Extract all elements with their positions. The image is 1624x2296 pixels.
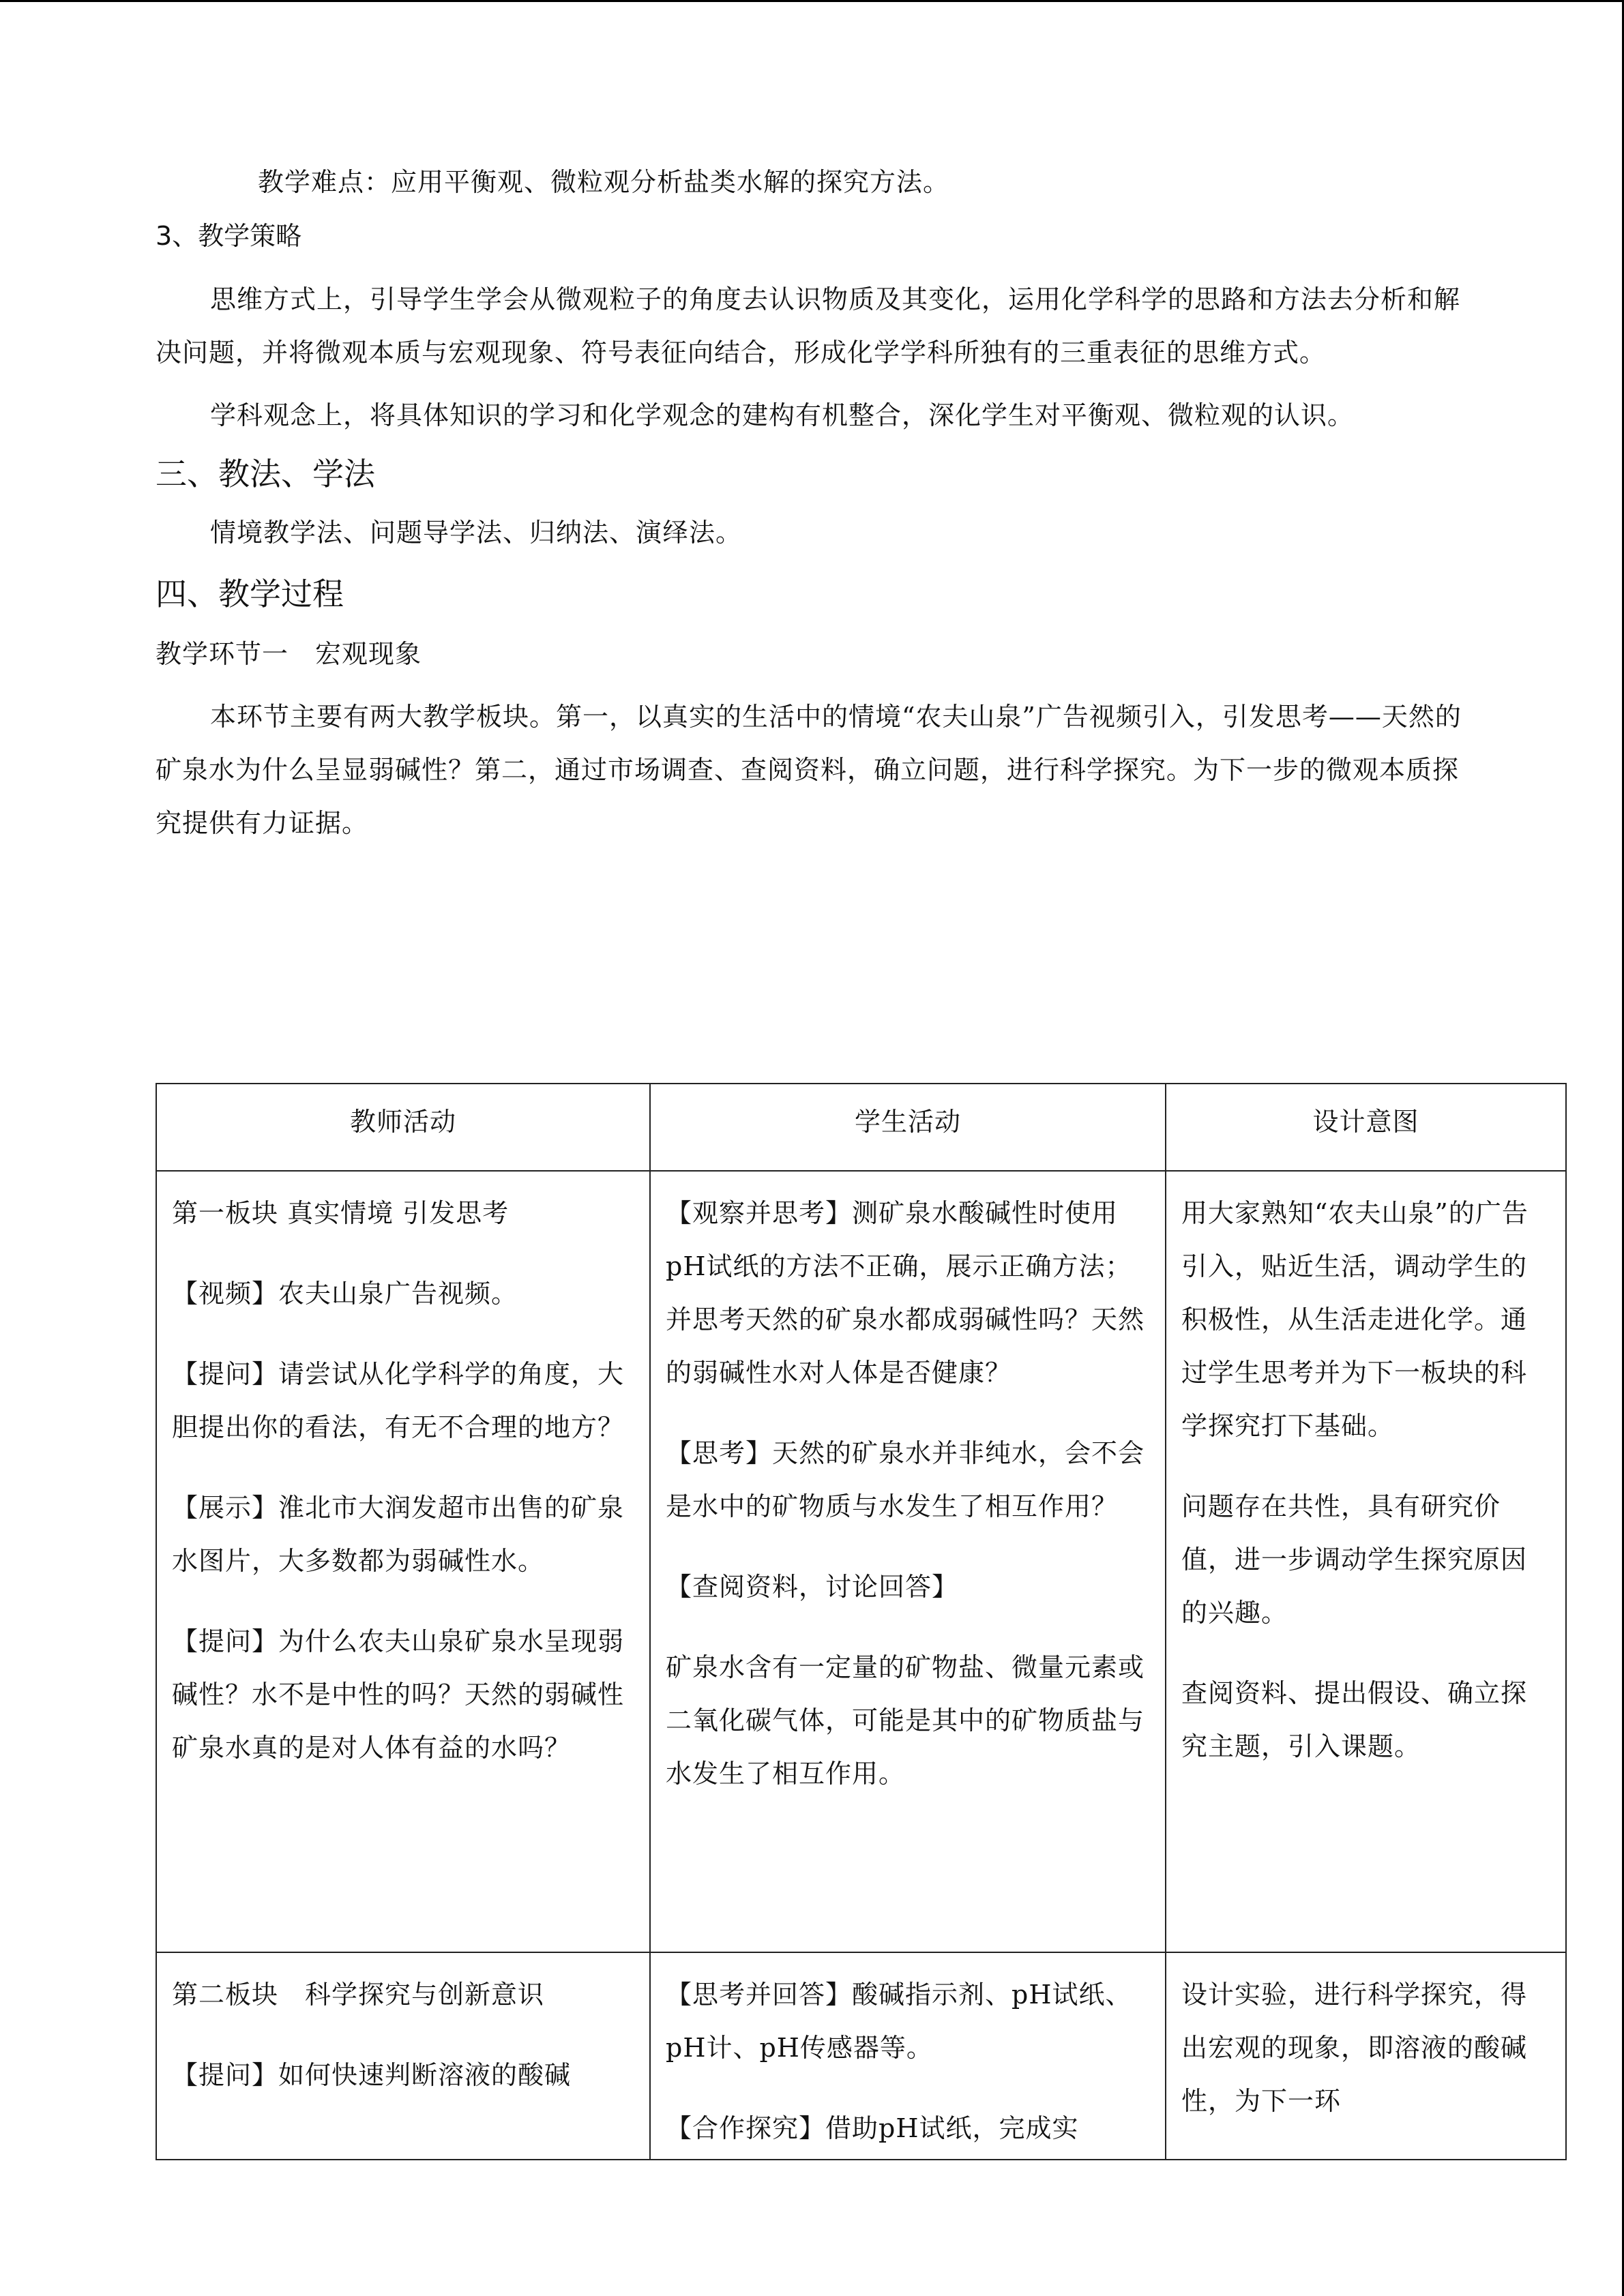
student-activity-cell — [650, 1952, 1166, 2160]
teacher-activity-cell — [156, 1171, 650, 1952]
intent-item: 查阅资料、提出假设、确立探究主题，引入课题。 — [1181, 1678, 1528, 1761]
teacher-item: 【提问】如何快速判断溶液的酸碱 — [172, 2060, 572, 2090]
header-design-intent: 设计意图 — [1166, 1084, 1566, 1171]
teacher-item: 【提问】为什么农夫山泉矿泉水呈现弱碱性？水不是中性的吗？天然的弱碱性矿泉水真的是对人体有益的水吗？ — [172, 1626, 625, 1763]
header-teacher-activity: 教师活动 — [156, 1084, 650, 1171]
section-heading-methods: 三、教法、学法 — [156, 456, 375, 492]
table-row — [156, 1952, 1566, 2160]
header-student-activity: 学生活动 — [650, 1084, 1166, 1171]
intent-item: 问题存在共性，具有研究价值，进一步调动学生探究原因的兴趣。 — [1181, 1491, 1528, 1628]
student-item: 【思考并回答】酸碱指示剂、pH试纸、pH计、pH传感器等。 — [666, 1980, 1132, 2063]
student-item: 矿泉水含有一定量的矿物盐、微量元素或二氧化碳气体，可能是其中的矿物质盐与水发生了相互作用。 — [666, 1652, 1145, 1789]
strategy-heading: 3、教学策略 — [156, 221, 302, 251]
strategy-paragraph-2: 学科观念上，将具体知识的学习和化学观念的建构有机整合，深化学生对平衡观、微粒观的认识。 — [210, 400, 1355, 430]
student-item: 【合作探究】借助pH试纸，完成实 — [666, 2113, 1079, 2143]
teacher-item: 【展示】淮北市大润发超市出售的矿泉水图片，大多数都为弱碱性水。 — [172, 1493, 625, 1576]
intent-item: 用大家熟知“农夫山泉”的广告引入，贴近生活，调动学生的积极性，从生活走进化学。通过学生思考并为下一板块的科学探究打下基础。 — [1181, 1198, 1529, 1441]
student-item: 【观察并思考】测矿泉水酸碱性时使用pH试纸的方法不正确，展示正确方法；并思考天然的矿泉水都成弱碱性吗？天然的弱碱性水对人体是否健康？ — [666, 1198, 1145, 1388]
student-item: 【查阅资料，讨论回答】 — [666, 1572, 959, 1602]
strategy-paragraph-1: 思维方式上，引导学生学会从微观粒子的角度去认识物质及其变化，运用化学科学的思路和方法去分析和解决问题，并将微观本质与宏观现象、符号表征向结合，形成化学学科所独有的三重表征的思维方式。 — [156, 284, 1461, 368]
methods-paragraph: 情境教学法、问题导学法、归纳法、演绎法。 — [210, 518, 743, 548]
intent-item: 设计实验，进行科学探究，得出宏观的现象，即溶液的酸碱性，为下一环 — [1181, 1980, 1528, 2116]
teaching-process-table — [156, 1083, 1567, 2160]
teacher-item: 【视频】农夫山泉广告视频。 — [172, 1279, 518, 1309]
teacher-item: 【提问】请尝试从化学科学的角度，大胆提出你的看法，有无不合理的地方？ — [172, 1359, 625, 1442]
design-intent-cell — [1166, 1171, 1566, 1952]
table-row — [156, 1171, 1566, 1952]
design-intent-cell — [1166, 1952, 1566, 2160]
section-heading-process: 四、教学过程 — [156, 576, 344, 612]
student-activity-cell — [650, 1171, 1166, 1952]
stage1-intro: 本环节主要有两大教学板块。第一，以真实的生活中的情境“农夫山泉”广告视频引入，引发思考——天然的矿泉水为什么呈显弱碱性？第二，通过市场调查、查阅资料，确立问题，进行科学探究。为下一步的微观本质探究提供有力证据。 — [156, 702, 1462, 838]
teacher-activity-cell — [156, 1952, 650, 2160]
teaching-difficulty: 教学难点：应用平衡观、微粒观分析盐类水解的探究方法。 — [258, 167, 950, 197]
stage1-heading: 教学环节一 宏观现象 — [156, 639, 422, 669]
block1-title: 第一板块 真实情境 引发思考 — [172, 1198, 510, 1228]
document-body — [156, 155, 1472, 850]
table-header-row — [156, 1084, 1566, 1171]
page-border-top — [0, 0, 1624, 2]
block2-title: 第二板块 科学探究与创新意识 — [172, 1980, 545, 2010]
student-item: 【思考】天然的矿泉水并非纯水，会不会是水中的矿物质与水发生了相互作用？ — [666, 1438, 1145, 1521]
